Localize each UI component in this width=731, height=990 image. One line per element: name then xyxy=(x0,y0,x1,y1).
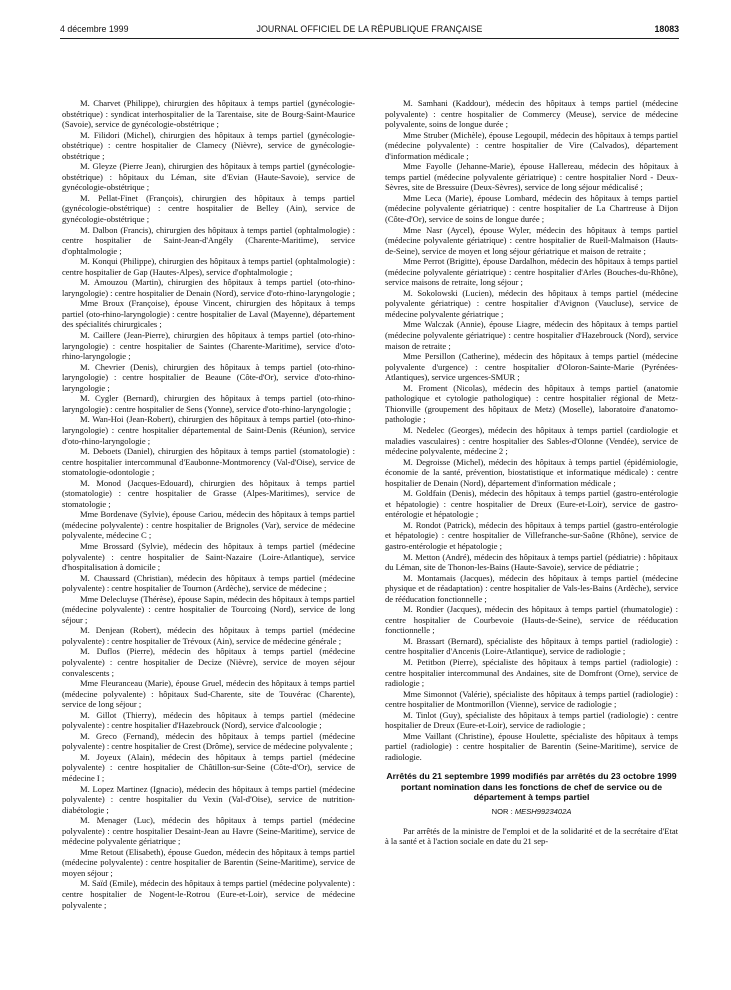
appointment-entry: M. Gillot (Thierry), médecin des hôpitaux à temps partiel (médecine polyvalente) : centre hospitalier d'Hazebrouck (Nord), service d'alcoologie ; xyxy=(62,709,355,731)
appointment-entry: M. Filidori (Michel), chirurgien des hôpitaux à temps partiel (gynécologie-obstétrique) : centre hospitalier de Clamecy (Nièvre), service de gynécologie-obstétrique ; xyxy=(62,129,355,161)
appointment-entry: M. Saïd (Emile), médecin des hôpitaux à temps partiel (médecine polyvalente) : centre hospitalier de Nogent-le-Rotrou (Eure-et-Loir), service de médecine polyvalente ; xyxy=(62,878,355,910)
appointment-entry: Mme Bordenave (Sylvie), épouse Cariou, médecin des hôpitaux à temps partiel (médecine polyvalente) : centre hospitalier de Brignoles (Var), service de médecine polyvalente, médecine C ; xyxy=(62,509,355,541)
appointment-entry: M. Degroisse (Michel), médecin des hôpitaux à temps partiel (épidémiologie, économie de la santé, prévention, biostatistique et informatique médicale) : centre hospitalier de Denain (Nord), département d'information médicale ; xyxy=(385,456,678,488)
appointment-entry: M. Nedelec (Georges), médecin des hôpitaux à temps partiel (cardiologie et maladies vasculaires) : centre hospitalier des Sables-d'Olonne (Vendée), service de médecine polyvalente, médecine 2 ; xyxy=(385,424,678,457)
appointment-entry: Mme Persillon (Catherine), médecin des hôpitaux à temps partiel (médecine polyvalente d'urgence) : centre hospitalier d'Oloron-Sainte-Marie (Pyrénées-Atlantiques), service urgences-SMUR ; xyxy=(385,351,678,383)
header-date: 4 décembre 1999 xyxy=(60,24,129,34)
appointment-entry: M. Goldfain (Denis), médecin des hôpitaux à temps partiel (gastro-entérologie et hépatologie) : centre hospitalier de Dreux (Eure-et-Loir), service de gastro-entérologie et hépatologie ; xyxy=(385,488,678,520)
appointment-entry: M. Rondot (Patrick), médecin des hôpitaux à temps partiel (gastro-entérologie et hépatologie) : centre hospitalier de Villefranche-sur-Saône (Rhône), service de gastro-entérologie et hépatologie ; xyxy=(385,519,678,551)
appointment-entry: M. Konqui (Philippe), chirurgien des hôpitaux à temps partiel (ophtalmologie) : centre hospitalier de Gap (Hautes-Alpes), service d'ophtalmologie ; xyxy=(62,256,355,277)
appointment-entry: Mme Nasr (Aycel), épouse Wyler, médecin des hôpitaux à temps partiel (médecine polyvalente gériatrique) : centre hospitalier de Rueil-Malmaison (Hauts-de-Seine), service de moyen et long séjour gériatrique et maison de retraite ; xyxy=(385,224,678,256)
appointment-entry: M. Greco (Fernand), médecin des hôpitaux à temps partiel (médecine polyvalente) : centre hospitalier de Crest (Drôme), service de médecine polyvalente ; xyxy=(62,730,355,752)
appointment-entry: M. Caillere (Jean-Pierre), chirurgien des hôpitaux à temps partiel (oto-rhino-laryngologie) : centre hospitalier de Saintes (Charente-Maritime), service d'oto-rhino-laryngologie ; xyxy=(62,330,355,362)
appointment-entry: M. Charvet (Philippe), chirurgien des hôpitaux à temps partiel (gynécologie-obstétrique) : syndicat interhospitalier de la Tarentaise, site de Bourg-Saint-Maurice (Savoie), service de gynécologie-obstétrique ; xyxy=(62,98,355,130)
decree-body: Par arrêtés de la ministre de l'emploi et de la solidarité et de la secrétaire d'Etat à la santé et à l'action sociale en date du 21 sep- xyxy=(385,825,678,847)
left-column xyxy=(62,98,355,910)
appointment-entry: M. Dalbon (Francis), chirurgien des hôpitaux à temps partiel (ophtalmologie) : centre hospitalier de Saint-Jean-d'Angély (Charente-Maritime), service d'ophtalmologie ; xyxy=(62,224,355,256)
appointment-entry: M. Gleyze (Pierre Jean), chirurgien des hôpitaux à temps partiel (gynécologie-obstétrique) : hôpitaux du Léman, site d'Evian (Haute-Savoie), service de gynécologie-obstétrique ; xyxy=(62,161,355,193)
appointment-entry: M. Amouzou (Martin), chirurgien des hôpitaux à temps partiel (oto-rhino-laryngologie) : centre hospitalier de Denain (Nord), service d'oto-rhino-laryngologie ; xyxy=(62,277,355,298)
header-rule xyxy=(60,38,679,39)
appointment-entry: M. Menager (Luc), médecin des hôpitaux à temps partiel (médecine polyvalente) : centre hospitalier Desaint-Jean au Havre (Seine-Maritime), service de médecine polyvalente gériatrique ; xyxy=(62,815,355,847)
appointment-entry: M. Montamais (Jacques), médecin des hôpitaux à temps partiel (médecine physique et de réadaptation) : centre hospitalier de Vals-les-Bains (Ardèche), service de rééducation fonctionnelle ; xyxy=(385,572,678,604)
appointment-entry: Mme Brossard (Sylvie), médecin des hôpitaux à temps partiel (médecine polyvalente) : centre hospitalier de Saint-Nazaire (Loire-Atlantique), service d'hospitalisation à domicile ; xyxy=(62,540,355,573)
appointment-entry: M. Joyeux (Alain), médecin des hôpitaux à temps partiel (médecine polyvalente) : centre hospitalier de Châtillon-sur-Seine (Côte-d'Or), service de médecine I ; xyxy=(62,751,355,783)
appointment-entry: M. Samhani (Kaddour), médecin des hôpitaux à temps partiel (médecine polyvalente) : centre hospitalier de Commercy (Meuse), service de médecine polyvalente, soins de longue durée ; xyxy=(385,98,678,130)
appointment-entry: M. Sokolowski (Lucien), médecin des hôpitaux à temps partiel (médecine polyvalente gériatrique) : centre hospitalier d'Avignon (Vaucluse), service de médecine polyvalente gériatrique ; xyxy=(385,287,678,319)
nor-code: MESH9923402A xyxy=(514,806,572,816)
appointment-entry: M. Metton (André), médecin des hôpitaux à temps partiel (pédiatrie) : hôpitaux du Léman, site de Thonon-les-Bains (Haute-Savoie), service de pédiatrie ; xyxy=(385,551,678,573)
appointment-entry: Mme Struber (Michèle), épouse Legoupil, médecin des hôpitaux à temps partiel (médecine polyvalente) : centre hospitalier de Vire (Calvados), département d'information médicale ; xyxy=(385,129,678,161)
page-header xyxy=(60,24,679,36)
appointment-entry: M. Duflos (Pierre), médecin des hôpitaux à temps partiel (médecine polyvalente) : centre hospitalier de Decize (Nièvre), service de moyen séjour convalescents ; xyxy=(62,646,355,678)
appointment-entry: Mme Walczak (Annie), épouse Liagre, médecin des hôpitaux à temps partiel (médecine polyvalente gériatrique) : centre hospitalier d'Hazebrouck (Nord), service maison de retraite ; xyxy=(385,319,678,351)
appointment-entry: Mme Vaillant (Christine), épouse Houlette, spécialiste des hôpitaux à temps partiel (radiologie) : centre hospitalier de Barentin (Seine-Maritime), service de radiologie. xyxy=(385,730,678,762)
appointment-entry: M. Brassart (Bernard), spécialiste des hôpitaux à temps partiel (radiologie) : centre hospitalier d'Ancenis (Loire-Atlantique), service de radiologie ; xyxy=(385,635,678,657)
appointment-entry: Mme Fleuranceau (Marie), épouse Gruel, médecin des hôpitaux à temps partiel (médecine polyvalente) : hôpitaux Sud-Charente, site de Touvérac (Charente), service de long séjour ; xyxy=(62,678,355,710)
appointment-entry: Mme Leca (Marie), épouse Lombard, médecin des hôpitaux à temps partiel (médecine polyvalente gériatrique) : centre hospitalier de La Chartreuse à Dijon (Côte-d'Or), service de soins de longue durée ; xyxy=(385,192,678,225)
appointment-entry: M. Monod (Jacques-Edouard), chirurgien des hôpitaux à temps partiel (stomatologie) : centre hospitalier de Grasse (Alpes-Maritimes), service de stomatologie ; xyxy=(62,477,355,509)
appointment-entry: M. Pellat-Finet (François), chirurgien des hôpitaux à temps partiel (gynécologie-obstétrique) : centre hospitalier de Belley (Ain), service de gynécologie-obstétrique ; xyxy=(62,192,355,225)
appointment-entry: Mme Fayolle (Jehanne-Marie), épouse Hallereau, médecin des hôpitaux à temps partiel (médecine polyvalente gériatrique) : centre hospitalier Nord - Deux-Sèvres, site de Bressuire (Deux-Sèvres), service de long séjour médicalisé ; xyxy=(385,161,678,193)
appointment-entry: M. Tinlot (Guy), spécialiste des hôpitaux à temps partiel (radiologie) : centre hospitalier de Dreux (Eure-et-Loir), service de radiologie ; xyxy=(385,709,678,731)
nor-reference xyxy=(385,807,678,818)
appointment-entry: M. Petitbon (Pierre), spécialiste des hôpitaux à temps partiel (radiologie) : centre hospitalier intercommunal des Andaines, site de Domfront (Orne), service de radiologie ; xyxy=(385,656,678,689)
nor-label: NOR : xyxy=(491,806,513,816)
appointment-entry: M. Wan-Hoi (Jean-Robert), chirurgien des hôpitaux à temps partiel (oto-rhino-laryngologie) : centre hospitalier départemental de Saint-Denis (Réunion), service d'oto-rhino-laryngologie ; xyxy=(62,414,355,446)
appointment-entry: M. Deboets (Daniel), chirurgien des hôpitaux à temps partiel (stomatologie) : centre hospitalier intercommunal d'Eaubonne-Montmorency (Val-d'Oise), service de stomatologie-odontologie ; xyxy=(62,446,355,478)
decree-title: Arrêtés du 21 septembre 1999 modifiés par arrêtés du 23 octobre 1999 portant nomination dans les fonctions de chef de service ou de département à temps partiel xyxy=(386,771,677,803)
appointment-entry: Mme Delecluyse (Thérèse), épouse Sapin, médecin des hôpitaux à temps partiel (médecine polyvalente) : centre hospitalier de Tourcoing (Nord), service de long séjour ; xyxy=(62,593,355,625)
appointment-entry: M. Cygler (Bernard), chirurgien des hôpitaux à temps partiel (oto-rhino-laryngologie) : centre hospitalier de Sens (Yonne), service d'oto-rhino-laryngologie ; xyxy=(62,393,355,414)
appointment-entry: M. Froment (Nicolas), médecin des hôpitaux à temps partiel (anatomie pathologique et cytologie pathologique) : centre hospitalier régional de Metz-Thionville (groupement des hôpitaux de Metz) (Moselle), laboratoire d'anatomo-pathologie ; xyxy=(385,382,678,425)
journal-title: JOURNAL OFFICIEL DE LA RÉPUBLIQUE FRANÇAISE xyxy=(256,24,483,34)
appointment-entry: Mme Retout (Elisabeth), épouse Guedon, médecin des hôpitaux à temps partiel (médecine polyvalente) : centre hospitalier de Barentin (Seine-Maritime), service de moyen séjour ; xyxy=(62,846,355,878)
appointment-entry: M. Chaussard (Christian), médecin des hôpitaux à temps partiel (médecine polyvalente) : centre hospitalier de Tournon (Ardèche), service de médecine ; xyxy=(62,572,355,594)
appointment-entry: M. Chevrier (Denis), chirurgien des hôpitaux à temps partiel (oto-rhino-laryngologie) : centre hospitalier de Beaune (Côte-d'Or), service d'oto-rhino-laryngologie ; xyxy=(62,361,355,393)
appointment-entry: Mme Perrot (Brigitte), épouse Dardalhon, médecin des hôpitaux à temps partiel (médecine polyvalente gériatrique) : centre hospitalier d'Arles (Bouches-du-Rhône), service maisons de retraite, long séjour ; xyxy=(385,256,678,288)
appointment-entry: Mme Broux (Françoise), épouse Vincent, chirurgien des hôpitaux à temps partiel (oto-rhino-laryngologie) : centre hospitalier de Laval (Mayenne), département des spécialités chirurgicales ; xyxy=(62,298,355,330)
appointment-entry: Mme Simonnot (Valérie), spécialiste des hôpitaux à temps partiel (radiologie) : centre hospitalier de Montmorillon (Vienne), service de radiologie ; xyxy=(385,688,678,710)
appointment-entry: M. Lopez Martinez (Ignacio), médecin des hôpitaux à temps partiel (médecine polyvalente) : centre hospitalier du Vexin (Val-d'Oise), service de nutrition-diabétologie ; xyxy=(62,783,355,815)
right-column xyxy=(385,98,678,847)
appointment-entry: M. Denjean (Robert), médecin des hôpitaux à temps partiel (médecine polyvalente) : centre hospitalier de Trévoux (Ain), service de médecine générale ; xyxy=(62,625,355,646)
page-number: 18083 xyxy=(654,24,679,34)
appointment-entry: M. Rondier (Jacques), médecin des hôpitaux à temps partiel (rhumatologie) : centre hospitalier de Courbevoie (Hauts-de-Seine), service de rééducation fonctionnelle ; xyxy=(385,604,678,636)
